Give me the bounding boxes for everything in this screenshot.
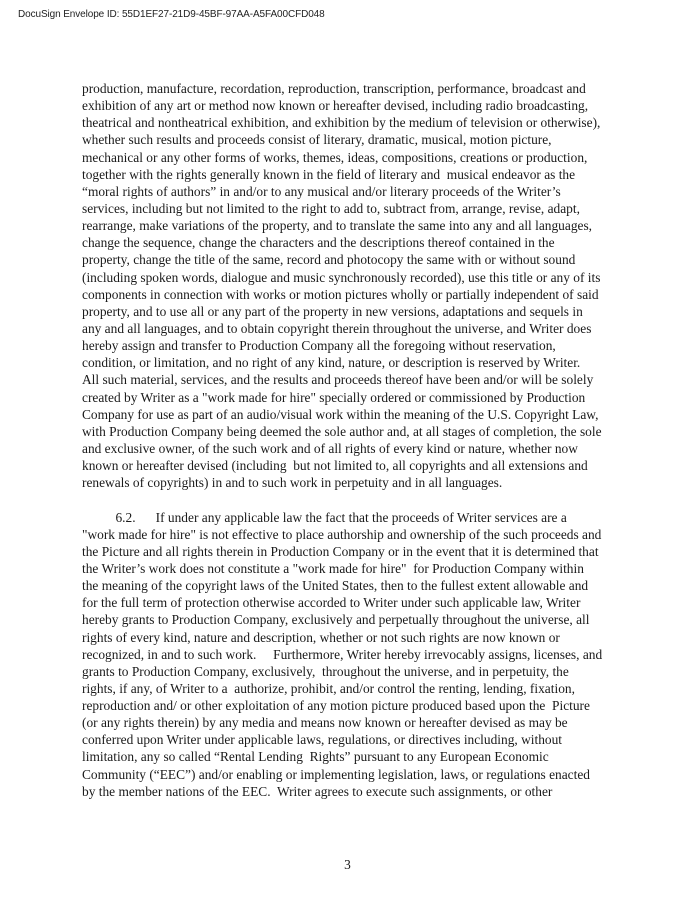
text-line: property, change the title of the same, record and photocopy the same with or without sound — [82, 252, 576, 268]
text-line: created by Writer as a "work made for hire" specially ordered or commissioned by Production — [82, 389, 586, 405]
text-line: recognized, in and to such work. Furthermore, Writer hereby irrevocably assigns, licenses, and — [82, 646, 603, 662]
text-line: the meaning of the copyright laws of the United States, then to the fullest extent allowable and — [82, 578, 589, 594]
text-line: Company for use as part of an audio/visual work within the meaning of the U.S. Copyright Law, — [82, 406, 599, 422]
page-number: 3 — [344, 857, 351, 872]
docusign-envelope-id: DocuSign Envelope ID: 55D1EF27-21D9-45BF-97AA-A5FA00CFD048 — [18, 9, 325, 20]
text-line: limitation, any so called “Rental Lending Rights” pursuant to any European Economic — [82, 749, 549, 765]
text-line: and exclusive owner, of the such work and of all rights of every kind or nature, whether now — [82, 440, 578, 456]
text-line: for the full term of protection otherwise accorded to Writer under such applicable law, Writer — [82, 595, 581, 611]
text-line: 6.2. If under any applicable law the fact that the proceeds of Writer services are a — [82, 509, 567, 525]
text-line: services, including but not limited to the right to add to, subtract from, arrange, revise, adapt, — [82, 200, 580, 216]
text-line: rights of every kind, nature and description, whether or not such rights are now known or — [82, 629, 560, 645]
text-line: condition, or limitation, and no right of any kind, nature, or description is reserved by Writer. — [82, 355, 581, 371]
text-line: property, and to use all or any part of the property in new versions, adaptations and sequels in — [82, 303, 583, 319]
text-line: exhibition of any art or method now known or hereafter devised, including radio broadcasting, — [82, 98, 589, 114]
text-line: by the member nations of the EEC. Writer agrees to execute such assignments, or other — [82, 783, 553, 799]
text-line: known or hereafter devised (including but not limited to, all copyrights and all extensions and — [82, 458, 588, 474]
paragraph-gap — [82, 491, 642, 508]
paragraph-rights-grant — [82, 80, 642, 491]
text-line: "work made for hire" is not effective to place authorship and ownership of the such proceeds and — [82, 526, 602, 542]
paragraph-6-2 — [82, 509, 642, 800]
text-line: reproduction and/ or other exploitation of any motion picture produced based upon the Picture — [82, 698, 590, 714]
text-line: conferred upon Writer under applicable laws, regulations, or directives including, without — [82, 732, 563, 748]
text-line: hereby assign and transfer to Production Company all the foregoing without reservation, — [82, 338, 556, 354]
text-line: together with the rights generally known in the field of literary and musical endeavor as the — [82, 166, 576, 182]
text-line: renewals of copyrights) in and to such work in perpetuity and in all languages. — [82, 475, 503, 491]
text-line: (including spoken words, dialogue and music synchronously recorded), use this title or any of its — [82, 269, 601, 285]
text-line: theatrical and nontheatrical exhibition, and exhibition by the medium of television or otherwise), — [82, 115, 601, 131]
text-line: “moral rights of authors” in and/or to any musical and/or literary proceeds of the Writer’s — [82, 183, 561, 199]
text-line: (or any rights therein) by any media and means now known or hereafter devised as may be — [82, 715, 568, 731]
text-line: Community (“EEC”) and/or enabling or implementing legislation, laws, or regulations enacted — [82, 766, 590, 782]
text-line: whether such results and proceeds consist of literary, dramatic, musical, motion picture, — [82, 132, 552, 148]
text-line: any and all languages, and to obtain copyright therein throughout the universe, and Writer does — [82, 320, 592, 336]
text-line: hereby grants to Production Company, exclusively and perpetually throughout the universe, all — [82, 612, 590, 628]
text-line: grants to Production Company, exclusively, throughout the universe, and in perpetuity, the — [82, 663, 569, 679]
text-line: production, manufacture, recordation, reproduction, transcription, performance, broadcast and — [82, 81, 586, 96]
text-line: the Picture and all rights therein in Production Company or in the event that it is determined that — [82, 543, 599, 559]
text-line: the Writer’s work does not constitute a "work made for hire" for Production Company within — [82, 560, 584, 576]
text-line: All such material, services, and the results and proceeds thereof have been and/or will be solely — [82, 372, 594, 388]
text-line: mechanical or any other forms of works, themes, ideas, compositions, creations or production, — [82, 149, 588, 165]
text-line: components in connection with works or motion pictures wholly or partially independent of said — [82, 286, 599, 302]
text-line: rearrange, make variations of the property, and to translate the same into any and all languages, — [82, 218, 593, 234]
text-line: rights, if any, of Writer to a authorize, prohibit, and/or control the renting, lending, fixation, — [82, 680, 575, 696]
text-line: with Production Company being deemed the sole author and, at all stages of completion, the sole — [82, 423, 602, 439]
text-line: change the sequence, change the characters and the descriptions thereof contained in the — [82, 235, 555, 251]
document-body — [82, 80, 642, 800]
